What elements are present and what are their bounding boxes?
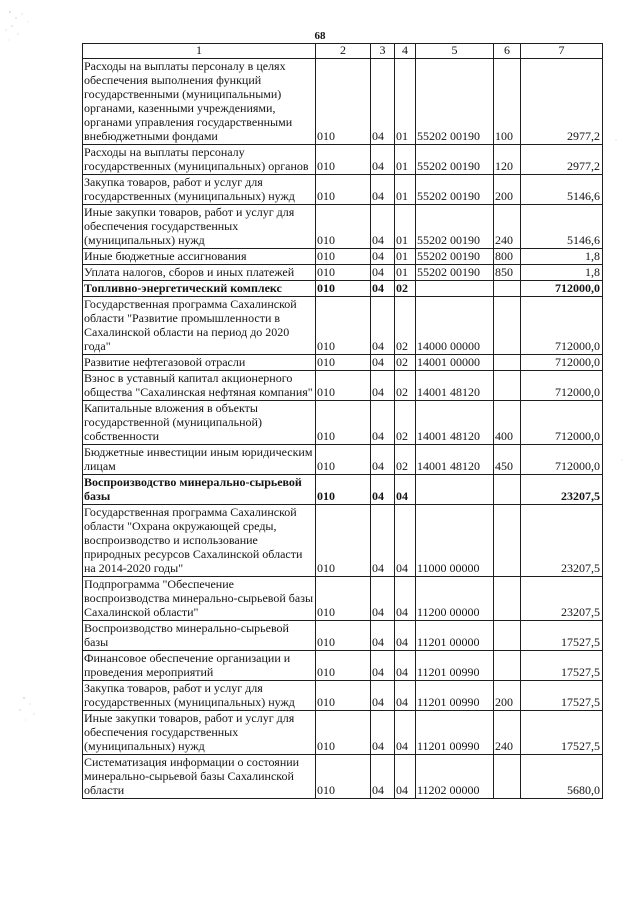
row-col-6: [494, 355, 521, 371]
row-col-5: 14001 48120: [416, 371, 494, 401]
row-name: Бюджетные инвестиции иным юридическим лицам: [83, 445, 316, 475]
row-col-4: 02: [395, 297, 416, 355]
row-col-5: 55202 00190: [416, 175, 494, 205]
row-col-4: 02: [395, 401, 416, 445]
row-col-2: 010: [316, 297, 371, 355]
row-col-2: 010: [316, 711, 371, 755]
row-col-6: 200: [494, 175, 521, 205]
row-col-6: 400: [494, 401, 521, 445]
row-col-4: 01: [395, 205, 416, 249]
row-name: Государственная программа Сахалинской области "Развитие промышленности в Сахалинской области на период до 2020 года": [83, 297, 316, 355]
row-col-3: 04: [371, 265, 395, 281]
row-col-3: 04: [371, 371, 395, 401]
row-amount: 712000,0: [521, 297, 603, 355]
row-name: Иные закупки товаров, работ и услуг для обеспечения государственных (муниципальных) нужд: [83, 205, 316, 249]
row-col-2: 010: [316, 371, 371, 401]
row-name: Иные закупки товаров, работ и услуг для обеспечения государственных (муниципальных) нужд: [83, 711, 316, 755]
row-col-6: [494, 475, 521, 505]
table-body: [83, 59, 603, 799]
row-col-4: 04: [395, 577, 416, 621]
row-col-2: 010: [316, 249, 371, 265]
row-col-6: [494, 621, 521, 651]
row-col-5: 14001 48120: [416, 401, 494, 445]
row-amount: 17527,5: [521, 681, 603, 711]
table-row: [83, 145, 603, 175]
row-col-3: 04: [371, 475, 395, 505]
row-name: Государственная программа Сахалинской области "Охрана окружающей среды, воспроизводство и использование природных ресурсов Сахалинской области на 2014-2020 годы": [83, 505, 316, 577]
row-amount: 17527,5: [521, 711, 603, 755]
row-col-5: 14001 00000: [416, 355, 494, 371]
row-col-5: 11201 00990: [416, 681, 494, 711]
row-col-4: 02: [395, 445, 416, 475]
row-col-2: 010: [316, 59, 371, 145]
row-col-5: 55202 00190: [416, 205, 494, 249]
table-row: [83, 265, 603, 281]
row-col-5: 55202 00190: [416, 59, 494, 145]
table-row: [83, 355, 603, 371]
row-col-4: 01: [395, 145, 416, 175]
row-col-5: 11000 00000: [416, 505, 494, 577]
row-name: Финансовое обеспечение организации и проведения мероприятий: [83, 651, 316, 681]
table-row: [83, 711, 603, 755]
row-col-3: 04: [371, 281, 395, 297]
row-col-4: 04: [395, 621, 416, 651]
row-col-4: 04: [395, 505, 416, 577]
table-row: [83, 505, 603, 577]
row-col-4: 01: [395, 175, 416, 205]
row-amount: 712000,0: [521, 401, 603, 445]
table-row: [83, 445, 603, 475]
header-col-7: 7: [521, 44, 603, 59]
row-col-2: 010: [316, 401, 371, 445]
row-col-5: 14000 00000: [416, 297, 494, 355]
page-number: 68: [314, 30, 326, 42]
row-col-5: 11202 00000: [416, 755, 494, 799]
row-col-5: 14001 48120: [416, 445, 494, 475]
row-name: Закупка товаров, работ и услуг для государственных (муниципальных) нужд: [83, 175, 316, 205]
row-name: Расходы на выплаты персоналу в целях обеспечения выполнения функций государственными (муниципальными) органами, казенными учреждениями, органами управления государственными внебюджетными фондами: [83, 59, 316, 145]
row-col-2: 010: [316, 145, 371, 175]
row-col-3: 04: [371, 711, 395, 755]
row-col-6: 120: [494, 145, 521, 175]
row-amount: 712000,0: [521, 445, 603, 475]
header-col-2: 2: [316, 44, 371, 59]
row-col-4: 04: [395, 475, 416, 505]
row-col-3: 04: [371, 355, 395, 371]
row-col-5: 55202 00190: [416, 249, 494, 265]
row-col-4: 02: [395, 355, 416, 371]
row-name: Систематизация информации о состоянии минерально-сырьевой базы Сахалинской области: [83, 755, 316, 799]
row-col-6: 800: [494, 249, 521, 265]
row-amount: 5680,0: [521, 755, 603, 799]
row-amount: 712000,0: [521, 371, 603, 401]
header-row: [83, 44, 603, 59]
header-col-5: 5: [416, 44, 494, 59]
row-col-6: 100: [494, 59, 521, 145]
row-col-2: 010: [316, 621, 371, 651]
header-col-1: 1: [83, 44, 316, 59]
row-col-6: [494, 651, 521, 681]
budget-table: [82, 43, 603, 799]
row-col-4: 04: [395, 755, 416, 799]
row-name: Воспроизводство минерально-сырьевой базы: [83, 621, 316, 651]
row-col-4: 04: [395, 651, 416, 681]
table-row: [83, 205, 603, 249]
row-col-2: 010: [316, 445, 371, 475]
row-col-4: 04: [395, 681, 416, 711]
row-col-6: 240: [494, 711, 521, 755]
row-col-2: 010: [316, 281, 371, 297]
row-col-2: 010: [316, 505, 371, 577]
row-col-3: 04: [371, 59, 395, 145]
row-col-6: 200: [494, 681, 521, 711]
row-col-3: 04: [371, 401, 395, 445]
row-amount: 1,8: [521, 265, 603, 281]
table-row: [83, 475, 603, 505]
row-col-6: [494, 281, 521, 297]
row-col-4: 02: [395, 371, 416, 401]
table-row: [83, 401, 603, 445]
row-col-5: [416, 281, 494, 297]
row-amount: 23207,5: [521, 577, 603, 621]
table-row: [83, 681, 603, 711]
row-col-6: [494, 755, 521, 799]
row-col-5: 11201 00000: [416, 621, 494, 651]
row-col-3: 04: [371, 755, 395, 799]
row-name: Воспроизводство минерально-сырьевой базы: [83, 475, 316, 505]
row-amount: 17527,5: [521, 651, 603, 681]
row-col-4: 01: [395, 59, 416, 145]
row-col-5: 55202 00190: [416, 145, 494, 175]
row-col-4: 02: [395, 281, 416, 297]
row-amount: 2977,2: [521, 59, 603, 145]
table-row: [83, 621, 603, 651]
row-name: Взнос в уставный капитал акционерного общества "Сахалинская нефтяная компания": [83, 371, 316, 401]
row-col-2: 010: [316, 475, 371, 505]
row-col-4: 04: [395, 711, 416, 755]
row-amount: 23207,5: [521, 505, 603, 577]
row-col-3: 04: [371, 145, 395, 175]
row-col-6: [494, 577, 521, 621]
row-name: Топливно-энергетический комплекс: [83, 281, 316, 297]
table-row: [83, 371, 603, 401]
table-row: [83, 651, 603, 681]
table-row: [83, 755, 603, 799]
row-amount: 712000,0: [521, 355, 603, 371]
table-row: [83, 577, 603, 621]
row-col-4: 01: [395, 265, 416, 281]
row-col-5: 11200 00000: [416, 577, 494, 621]
header-col-4: 4: [395, 44, 416, 59]
row-col-3: 04: [371, 445, 395, 475]
row-amount: 5146,6: [521, 175, 603, 205]
row-col-5: 55202 00190: [416, 265, 494, 281]
row-col-6: [494, 297, 521, 355]
row-col-6: [494, 371, 521, 401]
row-col-2: 010: [316, 265, 371, 281]
table-row: [83, 249, 603, 265]
row-col-2: 010: [316, 175, 371, 205]
row-col-2: 010: [316, 205, 371, 249]
row-col-3: 04: [371, 297, 395, 355]
row-name: Расходы на выплаты персоналу государственных (муниципальных) органов: [83, 145, 316, 175]
table-row: [83, 175, 603, 205]
row-amount: 23207,5: [521, 475, 603, 505]
row-col-2: 010: [316, 681, 371, 711]
row-col-2: 010: [316, 355, 371, 371]
row-col-3: 04: [371, 651, 395, 681]
row-col-6: 240: [494, 205, 521, 249]
row-amount: 712000,0: [521, 281, 603, 297]
row-amount: 2977,2: [521, 145, 603, 175]
row-name: Капитальные вложения в объекты государственной (муниципальной) собственности: [83, 401, 316, 445]
row-col-2: 010: [316, 651, 371, 681]
row-col-2: 010: [316, 755, 371, 799]
row-name: Иные бюджетные ассигнования: [83, 249, 316, 265]
row-col-5: 11201 00990: [416, 711, 494, 755]
table-row: [83, 59, 603, 145]
row-col-3: 04: [371, 577, 395, 621]
row-col-3: 04: [371, 681, 395, 711]
row-amount: 5146,6: [521, 205, 603, 249]
header-col-6: 6: [494, 44, 521, 59]
row-name: Развитие нефтегазовой отрасли: [83, 355, 316, 371]
row-col-3: 04: [371, 505, 395, 577]
row-col-3: 04: [371, 621, 395, 651]
row-name: Уплата налогов, сборов и иных платежей: [83, 265, 316, 281]
row-amount: 17527,5: [521, 621, 603, 651]
row-col-2: 010: [316, 577, 371, 621]
row-col-6: [494, 505, 521, 577]
table-row: [83, 281, 603, 297]
row-name: Закупка товаров, работ и услуг для государственных (муниципальных) нужд: [83, 681, 316, 711]
row-col-5: [416, 475, 494, 505]
row-amount: 1,8: [521, 249, 603, 265]
row-col-6: 450: [494, 445, 521, 475]
row-name: Подпрограмма "Обеспечение воспроизводства минерально-сырьевой базы Сахалинской области": [83, 577, 316, 621]
row-col-3: 04: [371, 175, 395, 205]
row-col-3: 04: [371, 249, 395, 265]
row-col-3: 04: [371, 205, 395, 249]
row-col-4: 01: [395, 249, 416, 265]
row-col-6: 850: [494, 265, 521, 281]
table-row: [83, 297, 603, 355]
header-col-3: 3: [371, 44, 395, 59]
row-col-5: 11201 00990: [416, 651, 494, 681]
